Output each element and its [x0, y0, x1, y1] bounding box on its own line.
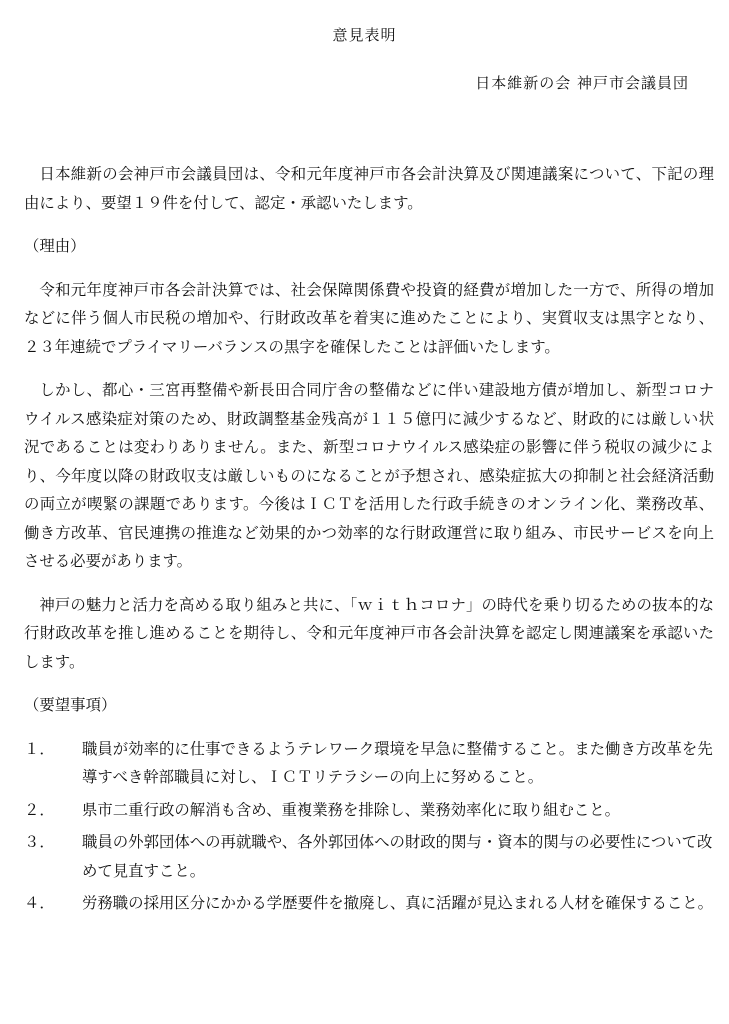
requests-list: [24, 735, 714, 918]
request-item-4: [24, 889, 714, 918]
reason-paragraph-3: 神戸の魅力と活力を高める取り組みと共に、「ｗｉｔｈコロナ」の時代を乗り切るための抜本的な行財政改革を推し進めることを期待し、令和元年度神戸市各会計決算を認定し関連議案を承認いたします。: [24, 595, 714, 671]
reason-heading: （理由）: [24, 237, 86, 255]
request-item-3: [24, 828, 714, 885]
request-number: １．: [24, 739, 55, 758]
request-number: ３．: [24, 833, 55, 851]
request-text: 職員の外郭団体への再就職や、各外郭団体への財政的関与・資本的関与の必要性について改めて見直すこと。: [82, 833, 713, 880]
request-number: ２．: [24, 800, 55, 819]
organization-name: 日本維新の会 神戸市会議員団: [475, 74, 689, 92]
document-body: [24, 160, 714, 922]
reason-paragraph-2: しかし、都心・三宮再整備や新長田合同庁舎の整備などに伴い建設地方債が増加し、新型コロナウイルス感染症対策のため、財政調整基金残高が１１５億円に減少するなど、財政的には厳しい状況であることは変わりありません。また、新型コロナウイルス感染症の影響に伴う税収の減少により、今年度以降の財政収支は厳しいものになることが予想され、感染症拡大の抑制と社会経済活動の両立が喫緊の課題であります。今後はＩＣＴを活用した行政手続きのオンライン化、業務改革、働き方改革、官民連携の推進など効果的かつ効率的な行財政運営に取り組み、市民サービスを向上させる必要があります。: [24, 381, 714, 570]
intro-paragraph: 日本維新の会神戸市会議員団は、令和元年度神戸市各会計決算及び関連議案について、下記の理由により、要望１９件を付して、認定・承認いたします。: [24, 165, 714, 212]
document-title: 意見表明: [332, 26, 397, 44]
request-text: 職員が効率的に仕事できるようテレワーク環境を早急に整備すること。また働き方改革を先導すべき幹部職員に対し、ＩＣＴリテラシーの向上に努めること。: [82, 739, 713, 786]
requests-heading: （要望事項）: [24, 696, 117, 714]
request-text: 労務職の採用区分にかかる学歴要件を撤廃し、真に活躍が見込まれる人材を確保すること。: [82, 894, 714, 912]
request-item-1: [24, 735, 714, 792]
reason-paragraph-1: 令和元年度神戸市各会計決算では、社会保障関係費や投資的経費が増加した一方で、所得の増加などに伴う個人市民税の増加や、行財政改革を着実に進めたことにより、実質収支は黒字となり、２３年連続でプライマリーバランスの黒字を確保したことは評価いたします。: [24, 280, 714, 356]
request-number: ４．: [24, 894, 55, 912]
request-text: 県市二重行政の解消も含め、重複業務を排除し、業務効率化に取り組むこと。: [82, 800, 621, 819]
request-item-2: [24, 796, 714, 825]
